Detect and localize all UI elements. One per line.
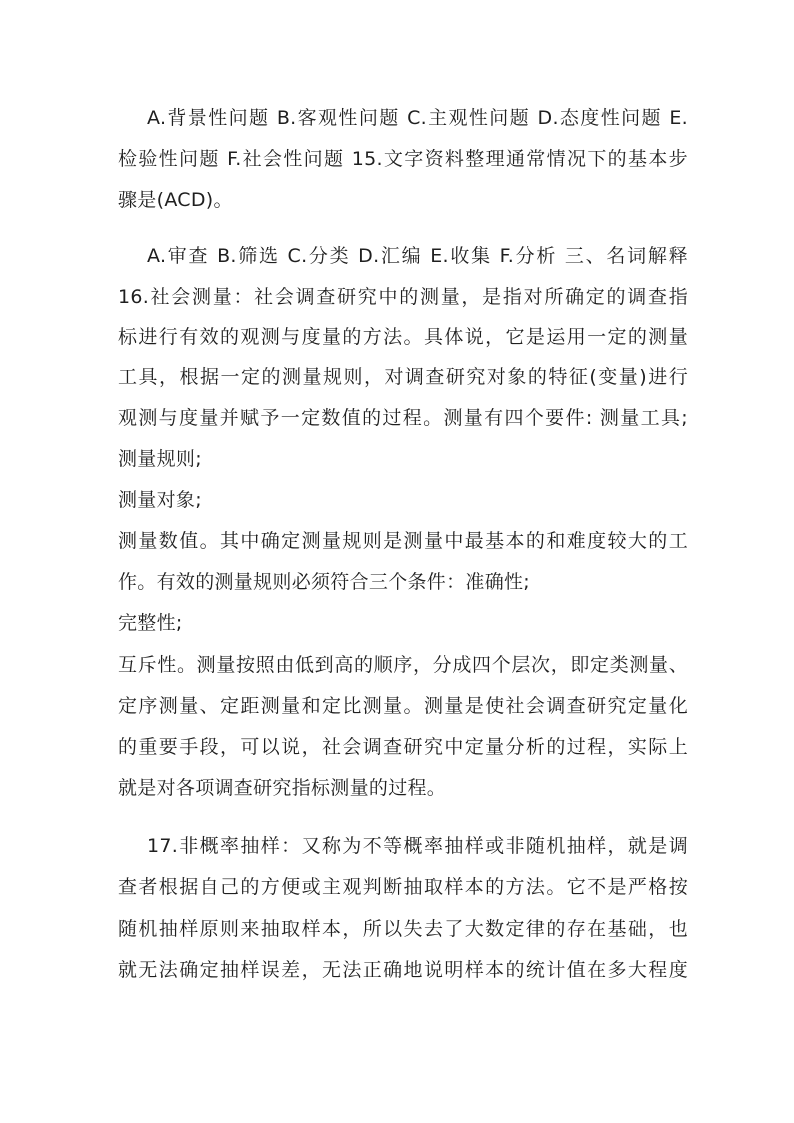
text-line: 检验性问题 F.社会性问题 15.文字资料整理通常情况下的基本步 [118,148,688,170]
text-line: 标进行有效的观测与度量的方法。具体说，它是运用一定的测量 [118,326,688,348]
text-line: 测量对象; [118,489,202,511]
text-line: 作。有效的测量规则必须符合三个条件：准确性; [118,571,531,593]
text-line: 测量数值。其中确定测量规则是测量中最基本的和难度较大的工 [118,530,688,552]
text-line: 就无法确定抽样误差，无法正确地说明样本的统计值在多大程度 [118,959,688,981]
text-line: 工具，根据一定的测量规则，对调查研究对象的特征(变量)进行 [118,366,688,388]
text-line: 17.非概率抽样：又称为不等概率抽样或非随机抽样，就是调 [147,835,688,857]
text-line: 骤是(ACD)。 [118,189,233,211]
text-line: 定序测量、定距测量和定比测量。测量是使社会调查研究定量化 [118,695,688,717]
text-line: A.背景性问题 B.客观性问题 C.主观性问题 D.态度性问题 E. [147,107,688,129]
text-line: 就是对各项调查研究指标测量的过程。 [118,777,447,799]
text-line: A.审查 B.筛选 C.分类 D.汇编 E.收集 F.分析 三、名词解释 [147,245,688,267]
text-line: 查者根据自己的方便或主观判断抽取样本的方法。它不是严格按 [118,876,688,898]
text-line: 互斥性。测量按照由低到高的顺序，分成四个层次，即定类测量、 [118,654,688,676]
text-line: 的重要手段，可以说，社会调查研究中定量分析的过程，实际上 [118,736,688,758]
text-line: 观测与度量并赋予一定数值的过程。测量有四个要件: 测量工具; [118,407,688,429]
text-line: 测量规则; [118,448,202,470]
text-line: 完整性; [118,612,183,634]
text-line: 随机抽样原则来抽取样本，所以失去了大数定律的存在基础，也 [118,918,688,940]
text-line: 16.社会测量：社会调查研究中的测量，是指对所确定的调查指 [118,286,688,308]
